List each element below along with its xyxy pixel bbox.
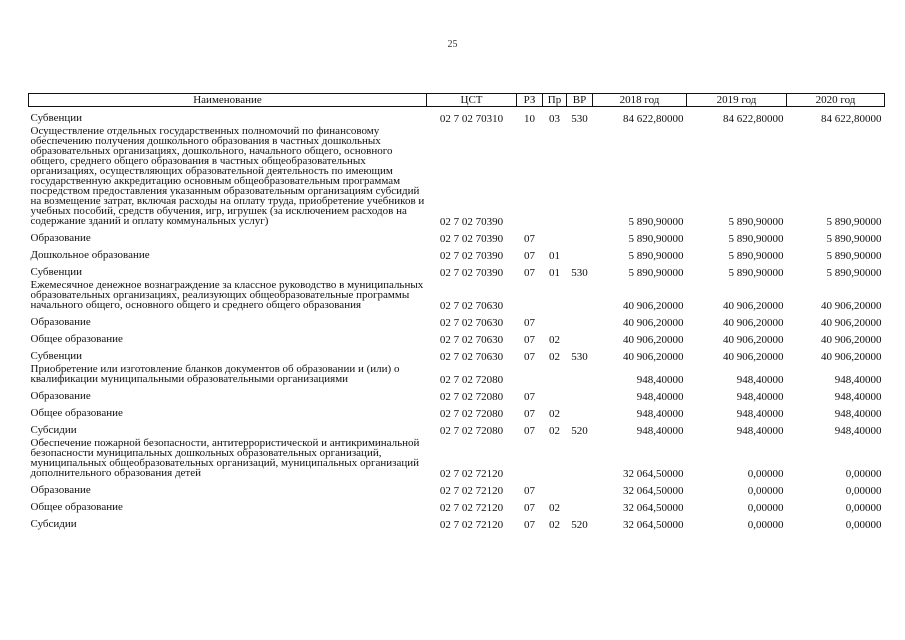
row-value-2018: 84 622,80000 <box>623 113 684 125</box>
row-value-2018: 5 890,90000 <box>628 233 684 245</box>
row-name: Приобретение или изготовление бланков документов об образовании и (или) о квалификации муниципальными образовательными организациями <box>30 363 400 385</box>
row-rz: 10 <box>524 113 535 125</box>
row-value-2019: 84 622,80000 <box>723 113 784 125</box>
header-rz: РЗ <box>517 94 543 107</box>
row-value-2019: 948,40000 <box>736 408 784 420</box>
row-value-2019: 0,00000 <box>747 502 784 514</box>
row-value-2018: 5 890,90000 <box>628 216 684 228</box>
row-value-2018: 948,40000 <box>636 374 684 386</box>
row-cst: 02 7 02 70630 <box>439 334 504 346</box>
row-value-2020: 0,00000 <box>845 502 882 514</box>
row-name: Дошкольное образование <box>30 249 150 261</box>
row-pr <box>543 227 567 244</box>
row-value-2018: 948,40000 <box>636 391 684 403</box>
row-value-2019: 0,00000 <box>747 468 784 480</box>
row-vr <box>567 278 593 311</box>
row-vr: 530 <box>571 267 588 279</box>
row-name: Общее образование <box>30 501 123 513</box>
row-rz <box>517 362 543 385</box>
row-vr: 520 <box>571 425 588 437</box>
row-name: Субвенции <box>30 112 83 124</box>
table-row <box>29 227 885 244</box>
row-pr: 01 <box>549 250 560 262</box>
table-header <box>29 94 885 107</box>
page-number: 25 <box>447 39 458 50</box>
table-row <box>29 107 885 125</box>
row-vr <box>567 227 593 244</box>
row-cst: 02 7 02 72080 <box>439 391 504 403</box>
table-row <box>29 261 885 278</box>
row-pr: 02 <box>549 425 560 437</box>
row-value-2020: 5 890,90000 <box>826 267 882 279</box>
row-cst: 02 7 02 70390 <box>439 216 504 228</box>
row-value-2018: 5 890,90000 <box>628 267 684 279</box>
row-rz: 07 <box>524 267 535 279</box>
table-row <box>29 362 885 385</box>
row-vr <box>567 362 593 385</box>
row-pr <box>543 436 567 479</box>
row-cst: 02 7 02 70310 <box>439 113 504 125</box>
row-rz: 07 <box>524 250 535 262</box>
table-row <box>29 278 885 311</box>
row-cst: 02 7 02 70390 <box>439 267 504 279</box>
row-value-2019: 40 906,20000 <box>723 351 784 363</box>
row-value-2019: 948,40000 <box>736 425 784 437</box>
row-rz <box>517 436 543 479</box>
row-name: Осуществление отдельных государственных полномочий по финансовому обеспечению получения дошкольного образования в частных дошкольных образовательных организациях, дошкольного, начального общего, основного общего, среднего общего образования в частных общеобразовательных организациях, осуществляющих образовательной деятельность по имеющим государственную аккредитацию основным общеобразовательным программам посредством предоставления указанным образовательным организациям субсидий на возмещение затрат, включая расходы на оплату труда, приобретение учебников и учебных пособий, средств обучения, игр, игрушек (за исключением расходов на содержание зданий и оплату коммунальных услуг) <box>30 125 425 227</box>
row-rz: 07 <box>524 233 535 245</box>
table-row <box>29 328 885 345</box>
row-value-2019: 40 906,20000 <box>723 317 784 329</box>
row-name: Образование <box>30 484 91 496</box>
row-vr: 520 <box>571 519 588 531</box>
row-pr <box>543 479 567 496</box>
table-row <box>29 436 885 479</box>
row-vr <box>567 244 593 261</box>
row-pr <box>543 385 567 402</box>
row-value-2018: 32 064,50000 <box>623 502 684 514</box>
table-row <box>29 311 885 328</box>
row-value-2019: 5 890,90000 <box>728 267 784 279</box>
header-2019: 2019 год <box>687 94 787 107</box>
row-vr <box>567 436 593 479</box>
row-pr <box>543 362 567 385</box>
row-name: Образование <box>30 390 91 402</box>
row-value-2020: 40 906,20000 <box>821 300 882 312</box>
row-vr <box>567 479 593 496</box>
row-cst: 02 7 02 70390 <box>439 250 504 262</box>
row-rz: 07 <box>524 317 535 329</box>
row-vr <box>567 124 593 227</box>
row-value-2019: 948,40000 <box>736 374 784 386</box>
row-pr <box>543 311 567 328</box>
row-value-2020: 5 890,90000 <box>826 216 882 228</box>
row-value-2018: 32 064,50000 <box>623 519 684 531</box>
row-cst: 02 7 02 72120 <box>439 468 504 480</box>
row-value-2019: 0,00000 <box>747 485 784 497</box>
row-value-2020: 948,40000 <box>834 374 882 386</box>
row-value-2020: 948,40000 <box>834 425 882 437</box>
row-cst: 02 7 02 70390 <box>439 233 504 245</box>
row-cst: 02 7 02 72120 <box>439 485 504 497</box>
row-value-2019: 5 890,90000 <box>728 250 784 262</box>
row-value-2019: 5 890,90000 <box>728 233 784 245</box>
row-value-2019: 40 906,20000 <box>723 334 784 346</box>
row-value-2018: 40 906,20000 <box>623 317 684 329</box>
row-cst: 02 7 02 72080 <box>439 408 504 420</box>
row-cst: 02 7 02 72080 <box>439 374 504 386</box>
table-row <box>29 244 885 261</box>
row-cst: 02 7 02 72120 <box>439 502 504 514</box>
row-value-2018: 948,40000 <box>636 425 684 437</box>
row-name: Субсидии <box>30 518 77 530</box>
row-cst: 02 7 02 72080 <box>439 425 504 437</box>
table-row <box>29 419 885 436</box>
header-cst: ЦСТ <box>427 94 517 107</box>
row-value-2018: 32 064,50000 <box>623 485 684 497</box>
row-name: Образование <box>30 232 91 244</box>
row-rz: 07 <box>524 408 535 420</box>
row-rz <box>517 124 543 227</box>
row-pr: 02 <box>549 408 560 420</box>
row-pr: 02 <box>549 351 560 363</box>
row-rz: 07 <box>524 425 535 437</box>
row-vr <box>567 385 593 402</box>
row-vr: 530 <box>571 351 588 363</box>
row-name: Образование <box>30 316 91 328</box>
row-value-2018: 40 906,20000 <box>623 334 684 346</box>
row-vr <box>567 311 593 328</box>
row-cst: 02 7 02 70630 <box>439 300 504 312</box>
row-vr <box>567 328 593 345</box>
table-row <box>29 345 885 362</box>
row-rz: 07 <box>524 391 535 403</box>
header-2020: 2020 год <box>787 94 885 107</box>
row-value-2019: 40 906,20000 <box>723 300 784 312</box>
row-pr: 01 <box>549 267 560 279</box>
row-name: Ежемесячное денежное вознаграждение за классное руководство в муниципальных образовательных организациях, реализующих общеобразовательные программы начального общего, основного общего и среднего общего образования <box>30 279 424 311</box>
row-value-2020: 948,40000 <box>834 408 882 420</box>
header-vr: ВР <box>567 94 593 107</box>
table-row <box>29 479 885 496</box>
row-value-2019: 5 890,90000 <box>728 216 784 228</box>
row-value-2020: 5 890,90000 <box>826 250 882 262</box>
row-pr: 03 <box>549 113 560 125</box>
table-row <box>29 513 885 530</box>
row-value-2019: 948,40000 <box>736 391 784 403</box>
header-2018: 2018 год <box>593 94 687 107</box>
row-value-2018: 40 906,20000 <box>623 351 684 363</box>
row-name: Субвенции <box>30 350 83 362</box>
row-name: Субсидии <box>30 424 77 436</box>
row-value-2020: 948,40000 <box>834 391 882 403</box>
row-value-2020: 0,00000 <box>845 468 882 480</box>
row-value-2019: 0,00000 <box>747 519 784 531</box>
row-pr: 02 <box>549 519 560 531</box>
row-vr <box>567 402 593 419</box>
row-rz: 07 <box>524 334 535 346</box>
header-name: Наименование <box>29 94 427 107</box>
table-row <box>29 402 885 419</box>
table-row <box>29 496 885 513</box>
row-rz: 07 <box>524 502 535 514</box>
row-rz <box>517 278 543 311</box>
row-value-2020: 40 906,20000 <box>821 317 882 329</box>
row-cst: 02 7 02 70630 <box>439 317 504 329</box>
row-value-2018: 32 064,50000 <box>623 468 684 480</box>
row-rz: 07 <box>524 519 535 531</box>
row-value-2018: 40 906,20000 <box>623 300 684 312</box>
row-value-2020: 84 622,80000 <box>821 113 882 125</box>
row-name: Общее образование <box>30 407 123 419</box>
row-vr <box>567 496 593 513</box>
row-pr: 02 <box>549 334 560 346</box>
row-rz: 07 <box>524 351 535 363</box>
row-pr: 02 <box>549 502 560 514</box>
row-value-2020: 0,00000 <box>845 485 882 497</box>
row-name: Общее образование <box>30 333 123 345</box>
row-pr <box>543 278 567 311</box>
row-name: Субвенции <box>30 266 83 278</box>
row-vr: 530 <box>571 113 588 125</box>
row-name: Обеспечение пожарной безопасности, антитеррористической и антикриминальной безопасности муниципальных дошкольных образовательных организаций, муниципальных общеобразовательных организаций, муниципальных организаций дополнительного образования детей <box>30 437 420 479</box>
row-value-2018: 5 890,90000 <box>628 250 684 262</box>
row-value-2020: 0,00000 <box>845 519 882 531</box>
table-row <box>29 385 885 402</box>
header-pr: Пр <box>543 94 567 107</box>
row-value-2020: 5 890,90000 <box>826 233 882 245</box>
row-cst: 02 7 02 70630 <box>439 351 504 363</box>
row-value-2020: 40 906,20000 <box>821 334 882 346</box>
row-cst: 02 7 02 72120 <box>439 519 504 531</box>
row-pr <box>543 124 567 227</box>
budget-table <box>28 93 885 530</box>
table-row <box>29 124 885 227</box>
row-value-2018: 948,40000 <box>636 408 684 420</box>
row-value-2020: 40 906,20000 <box>821 351 882 363</box>
row-rz: 07 <box>524 485 535 497</box>
table-body <box>29 107 885 531</box>
